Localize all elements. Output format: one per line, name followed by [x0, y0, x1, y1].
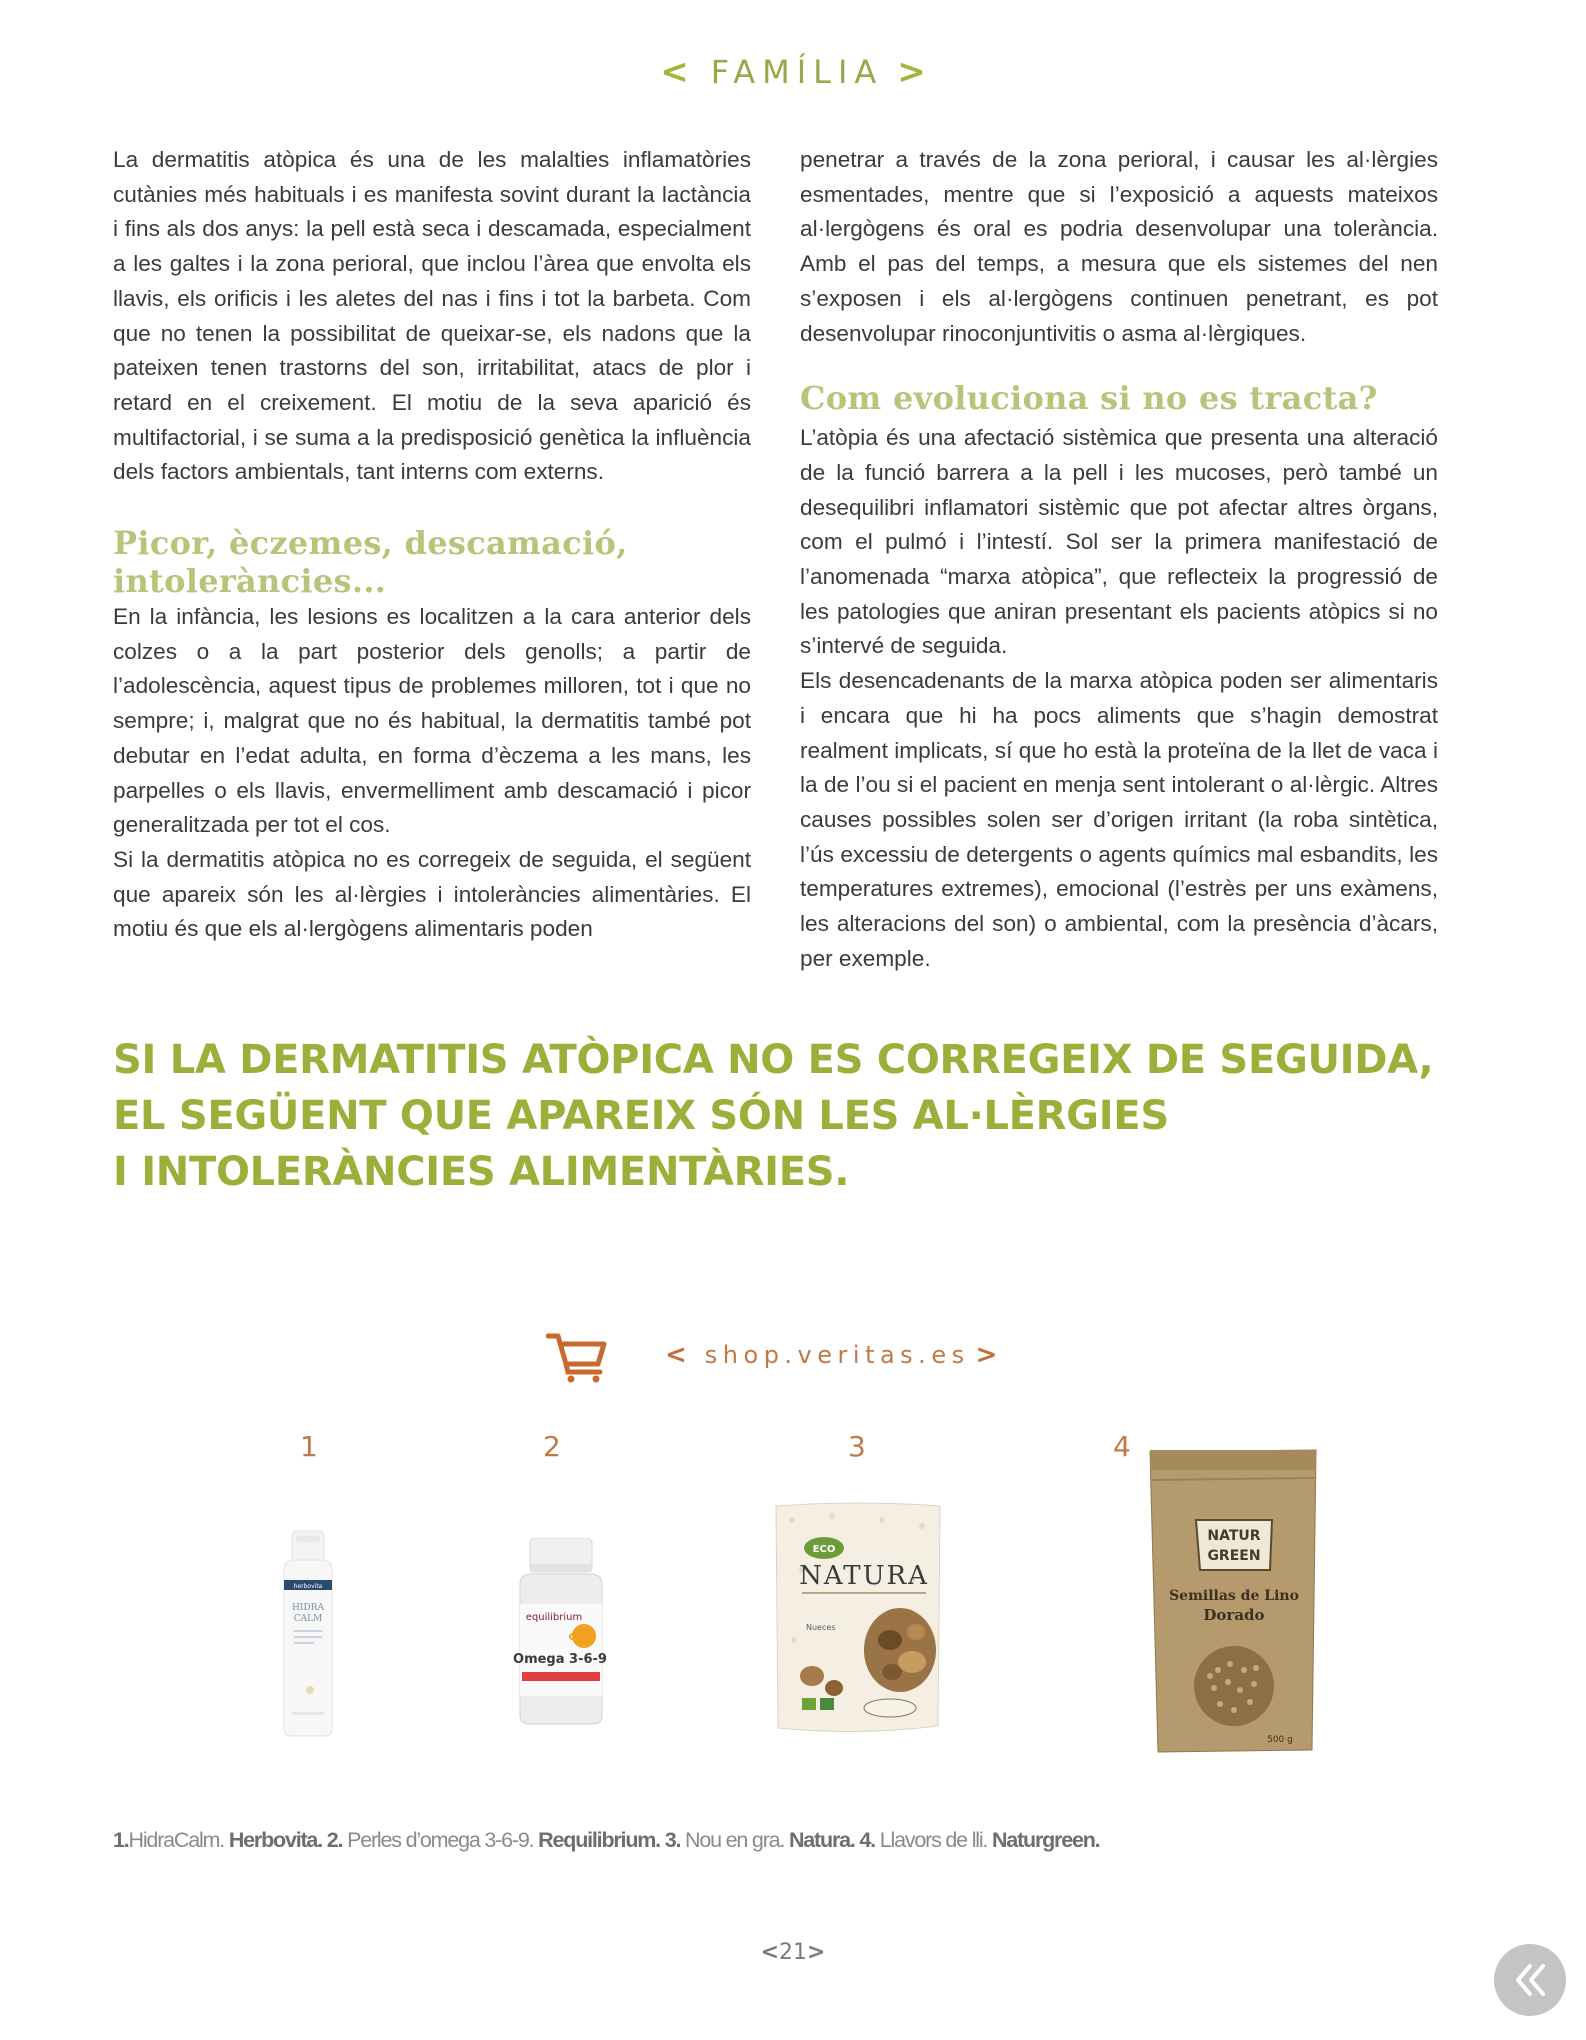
- section-header: [0, 52, 1586, 92]
- product-label: HIDRA: [292, 1603, 324, 1613]
- section-title: FAMÍLIA: [710, 53, 884, 91]
- caption-text: Nou en gra.: [685, 1828, 789, 1852]
- product-image-natura[interactable]: [772, 1500, 944, 1736]
- caption-text: Llavors de lli.: [879, 1828, 992, 1852]
- product-image-hidracalm[interactable]: [270, 1530, 346, 1740]
- chevron-right-icon: >: [897, 52, 926, 92]
- product-brand: GREEN: [1207, 1548, 1261, 1564]
- article-paragraph: Si la dermatitis atòpica no es corregeix de seguida, el següent que apareix són les al·lèrgies i intoleràncies alimentàries. El motiu és que els al·lergògens alimentaris poden: [113, 846, 751, 942]
- product-image-naturgreen[interactable]: [1144, 1440, 1322, 1760]
- product-number: 3: [848, 1430, 866, 1463]
- pull-quote-line: I INTOLERÀNCIES ALIMENTÀRIES.: [113, 1149, 850, 1195]
- product-brand: equilibrium: [525, 1612, 583, 1623]
- caption-brand: Naturgreen.: [991, 1828, 1100, 1852]
- caption-text: HidraCalm.: [128, 1828, 229, 1852]
- shop-row: [0, 1330, 1586, 1390]
- caption-brand: Natura.: [788, 1828, 860, 1852]
- caption-brand: Requilibrium.: [538, 1828, 665, 1852]
- article-heading: Com evoluciona si no es tracta?: [800, 379, 1378, 418]
- article-paragraph: penetrar a través de la zona perioral, i causar les al·lèrgies esmentades, mentre que si l’exposició a aquests mateixos al·lergògens és oral es podria desenvolupar una tolerància. Amb el pas del temps, a mesura que els sistemes del nen s’exposen i els al·lergògens continuen penetrant, es pot desenvolupar rinoconjuntivitis o asma al·lèrgiques.: [800, 147, 1438, 346]
- chevron-left-icon: <: [665, 1340, 687, 1370]
- shop-link[interactable]: [665, 1340, 997, 1370]
- back-button[interactable]: [1494, 1944, 1566, 2016]
- product-number: 2: [543, 1430, 561, 1463]
- product-label: CALM: [293, 1614, 323, 1624]
- product-badge: CK: [568, 1632, 584, 1643]
- product-number: 1: [300, 1430, 318, 1463]
- chevron-left-icon: <: [760, 1940, 779, 1965]
- page-number-text: 21: [779, 1940, 807, 1965]
- product-label: Dorado: [1203, 1606, 1265, 1624]
- product-brand: herbovita: [293, 1583, 323, 1590]
- article-paragraph: Els desencadenants de la marxa atòpica poden ser alimentaris i encara que hi ha pocs aliments que s’hagin demostrat realment implicats, sí que ho està la proteïna de la llet de vaca i la de l’ou si el pacient en menja sent intolerant o al·lèrgic. Altres causes possibles solen ser d’origen irritant (la roba sintètica, l’ús excessiu de detergents o agents químics mal esbandits, les temperatures extremes), emocional (l’estrès per uns exàmens, les alteracions del son) o ambiental, com la presència d’àcars, per exemple.: [800, 668, 1438, 971]
- product-number: 4: [1113, 1430, 1131, 1463]
- article-paragraph: La dermatitis atòpica és una de les malalties inflamatòries cutànies més habituals i es manifesta sovint durant la lactància i fins als dos anys: la pell està seca i descamada, especialment a les galtes i la zona perioral, que inclou l’àrea que envolta els llavis, els orificis i les aletes del nas i fins i tot la barbeta. Com que no tenen la possibilitat de queixar-se, els nadons que la pateixen tenen trastorns del son, irritabilitat, atacs de plor i retard en el creixement. El motiu de la seva aparició és multifactorial, i se suma a la predisposició genètica la influència dels factors ambientals, tant interns com externs.: [113, 147, 751, 485]
- product-brand: NATURA: [799, 1561, 929, 1591]
- pull-quote-line: SI LA DERMATITIS ATÒPICA NO ES CORREGEIX DE SEGUIDA,: [113, 1037, 1434, 1083]
- product-caption: [113, 1828, 1413, 1853]
- caption-text: Perles d’omega 3-6-9.: [347, 1828, 539, 1852]
- shop-link-text[interactable]: shop.veritas.es: [704, 1341, 970, 1369]
- product-label: Nueces: [806, 1623, 836, 1632]
- article-column-right: [800, 143, 1438, 976]
- article-paragraph: L’atòpia és una afectació sistèmica que presenta una alteració de la funció barrera a la pell i les mucoses, però també un desequilibri inflamatori sistèmic que pot afectar altres òrgans, com el pulmó i l’intestí. Sol ser la primera manifestació de l’anomenada “marxa atòpica”, que reflecteix la progressió de les patologies que aniran presentant els pacients atòpics si no s’intervé de seguida.: [800, 425, 1438, 659]
- cart-icon[interactable]: [546, 1330, 608, 1384]
- product-label: Omega 3-6-9: [513, 1652, 607, 1667]
- product-image-omega[interactable]: [510, 1538, 610, 1728]
- chevron-right-icon: >: [975, 1340, 998, 1370]
- chevron-right-icon: >: [807, 1940, 826, 1965]
- pull-quote-line: EL SEGÜENT QUE APAREIX SÓN LES AL·LÈRGIES: [113, 1093, 1169, 1139]
- caption-number: 2.: [326, 1828, 348, 1852]
- article-column-left: [113, 143, 751, 947]
- article-heading: Picor, èczemes, descamació, intoleràncies...: [113, 524, 628, 601]
- product-brand: NATUR: [1207, 1528, 1261, 1544]
- caption-brand: Herbovita.: [228, 1828, 327, 1852]
- pull-quote: [113, 1032, 1493, 1200]
- page-number: [0, 1940, 1586, 1965]
- chevron-left-icon: <: [660, 52, 689, 92]
- product-weight: 500 g: [1267, 1735, 1293, 1745]
- double-chevron-left-icon: [1510, 1960, 1550, 2000]
- article-paragraph: En la infància, les lesions es localitzen a la cara anterior dels colzes o a la part posterior dels genolls; a partir de l’adolescència, aquest tipus de problemes milloren, tot i que no sempre; i, malgrat que no és habitual, la dermatitis també pot debutar en l’edat adulta, en forma d’èczema a les mans, les parpelles o els llavis, envermelliment amb descamació i picor generalitzada per tot el cos.: [113, 604, 751, 838]
- caption-number: 4.: [859, 1828, 880, 1852]
- caption-number: 3.: [664, 1828, 686, 1852]
- product-label: Semillas de Lino: [1169, 1588, 1299, 1604]
- product-badge: ECO: [812, 1544, 836, 1555]
- caption-number: 1.: [113, 1828, 129, 1852]
